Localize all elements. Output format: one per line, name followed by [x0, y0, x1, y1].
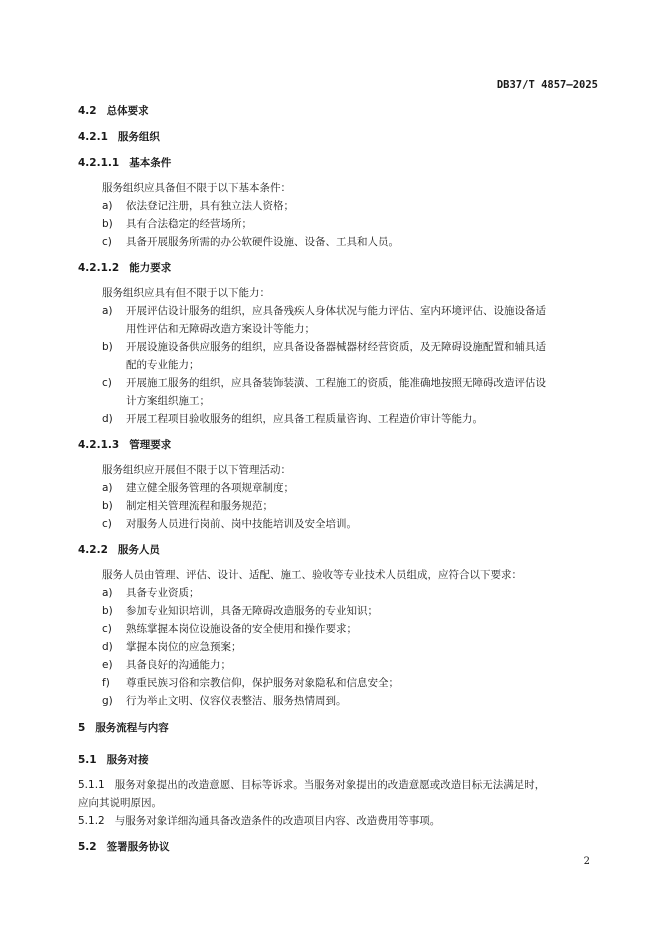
- heading-number: 4.2.2: [78, 544, 108, 556]
- list-item-continuation: 配的专业能力；: [126, 359, 200, 371]
- heading-5: [78, 720, 169, 735]
- heading-4-2-2: [78, 542, 160, 557]
- heading-5-2: [78, 839, 170, 854]
- heading-5-1: [78, 752, 149, 767]
- list-item: c) 具备开展服务所需的办公软硬件设施、设备、工具和人员。: [102, 236, 399, 248]
- heading-title: 签署服务协议: [106, 841, 170, 853]
- heading-title: 管理要求: [129, 439, 172, 451]
- heading-4-2-1-2: [78, 260, 171, 275]
- heading-title: 能力要求: [129, 262, 172, 274]
- list-item: a) 开展评估设计服务的组织，应具备残疾人身体状况与能力评估、室内环境评估、设施设备适: [102, 305, 546, 317]
- paragraph-intro: 服务组织应开展但不限于以下管理活动：: [102, 464, 291, 476]
- list-item-continuation: 计方案组织施工；: [126, 395, 210, 407]
- list-item: d) 开展工程项目验收服务的组织，应具备工程质量咨询、工程造价审计等能力。: [102, 413, 483, 425]
- heading-title: 服务流程与内容: [95, 722, 169, 734]
- heading-number: 5: [78, 722, 86, 734]
- heading-number: 4.2: [78, 105, 97, 117]
- heading-title: 基本条件: [129, 157, 172, 169]
- list-item: b) 制定相关管理流程和服务规范；: [102, 500, 273, 512]
- list-item-continuation: 用性评估和无障碍改造方案设计等能力；: [126, 323, 315, 335]
- list-item: f) 尊重民族习俗和宗教信仰，保护服务对象隐私和信息安全；: [102, 677, 399, 689]
- heading-4-2-1: [78, 129, 160, 144]
- list-item: c) 熟练掌握本岗位设施设备的安全使用和操作要求；: [102, 623, 357, 635]
- list-item: a) 依法登记注册，具有独立法人资格；: [102, 200, 294, 212]
- paragraph-intro: 服务组织应具备但不限于以下基本条件：: [102, 182, 291, 194]
- heading-title: 总体要求: [106, 105, 149, 117]
- heading-number: 4.2.1: [78, 131, 108, 143]
- list-item: b) 具有合法稳定的经营场所；: [102, 218, 252, 230]
- list-item: b) 参加专业知识培训，具备无障碍改造服务的专业知识；: [102, 605, 378, 617]
- clause-5-1-1: 5.1.1 服务对象提出的改造意愿、目标等诉求。当服务对象提出的改造意愿或改造目标无法满足时，: [78, 779, 546, 791]
- heading-number: 4.2.1.3: [78, 439, 120, 451]
- list-item: e) 具备良好的沟通能力；: [102, 659, 231, 671]
- list-item: a) 具备专业资质；: [102, 587, 200, 599]
- heading-4-2: [78, 103, 149, 118]
- heading-title: 服务人员: [117, 544, 160, 556]
- paragraph-intro: 服务组织应具有但不限于以下能力：: [102, 287, 270, 299]
- page-number: 2: [583, 856, 590, 867]
- list-item: c) 开展施工服务的组织，应具备装饰装潢、工程施工的资质，能准确地按照无障碍改造评估设: [102, 377, 546, 389]
- heading-number: 5.2: [78, 841, 97, 853]
- list-item: b) 开展设施设备供应服务的组织，应具备设备器械器材经营资质，及无障碍设施配置和辅具适: [102, 341, 546, 353]
- heading-title: 服务对接: [106, 754, 149, 766]
- heading-4-2-1-1: [78, 155, 171, 170]
- heading-4-2-1-3: [78, 437, 171, 452]
- list-item: c) 对服务人员进行岗前、岗中技能培训及安全培训。: [102, 518, 357, 530]
- paragraph-intro: 服务人员由管理、评估、设计、适配、施工、验收等专业技术人员组成，应符合以下要求：: [102, 569, 522, 581]
- heading-title: 服务组织: [117, 131, 160, 143]
- heading-number: 5.1: [78, 754, 97, 766]
- list-item: d) 掌握本岗位的应急预案；: [102, 641, 242, 653]
- clause-5-1-2: 5.1.2 与服务对象详细沟通具备改造条件的改造项目内容、改造费用等事项。: [78, 815, 441, 827]
- heading-number: 4.2.1.1: [78, 157, 120, 169]
- list-item: a) 建立健全服务管理的各项规章制度；: [102, 482, 294, 494]
- clause-5-1-1-continuation: 应向其说明原因。: [78, 797, 162, 809]
- heading-number: 4.2.1.2: [78, 262, 120, 274]
- standard-code-header: DB37/T 4857—2025: [496, 79, 598, 91]
- list-item: g) 行为举止文明、仪容仪表整洁、服务热情周到。: [102, 695, 347, 707]
